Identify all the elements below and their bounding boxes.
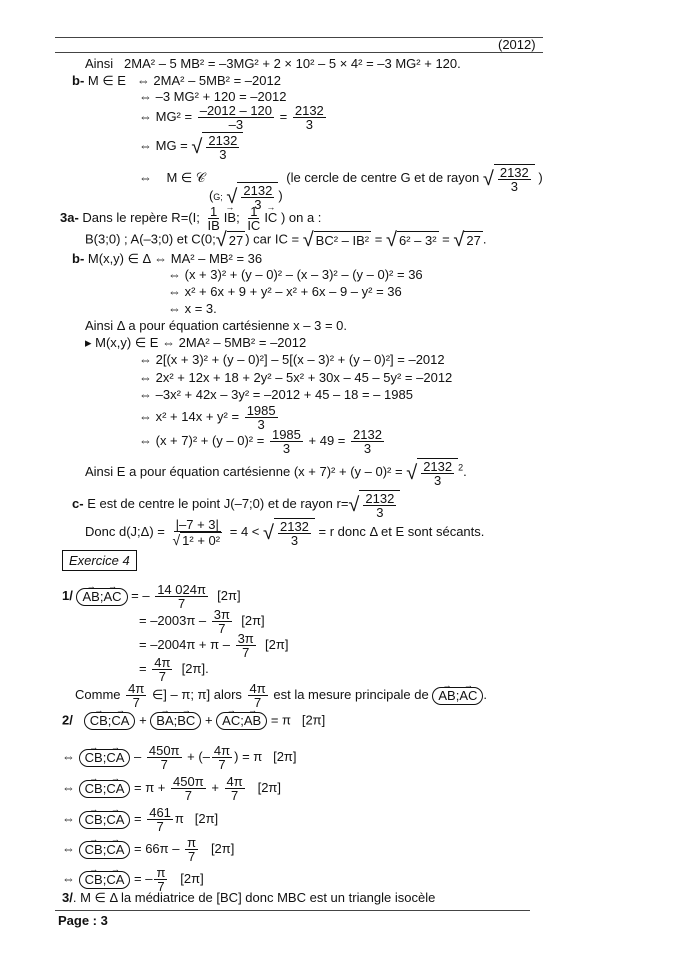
line-e-1: ⇔ 2[(x + 3)² + (y – 0)²] – 5[(x – 3)² + (y – 0)²] = –2012 <box>139 352 445 367</box>
fraction: $\frac{-2012 - 120}{-3}$ <box>199 103 273 132</box>
header-year: (2012) <box>498 37 536 52</box>
fraction: $\frac{2132}{3}$ <box>294 103 324 132</box>
line-delta-1: ⇔ (x + 3)² + (y – 0)² – (x – 3)² – (y – 0)² = 36 <box>168 267 423 282</box>
line-ex2-4: ⇔ → CB;→ CA = 66π – $\frac{\pi}{7}$ [2π] <box>62 836 234 863</box>
line-ex1-3: = –2004π + π – $\frac{3\pi}{7}$ [2π] <box>139 631 289 660</box>
line-e-5: ⇔ (x + 7)² + (y – 0)² = $\frac{1985}{3}$ + 49 = $\frac{2132}{3}$ <box>139 427 382 456</box>
line-delta-eq: Ainsi Δ a pour équation cartésienne x – 3 = 0. <box>85 318 347 333</box>
line-e-2: ⇔ 2x² + 12x + 18 + 2y² – 5x² + 30x – 45 – 5y² = –2012 <box>139 370 453 385</box>
line-3a-repere: 3a- Dans le repère R=(I; $\frac{1}{IB}$ → IB; $\frac{1}{IC}$ → IC ) on a : <box>60 205 321 232</box>
header-rule-2 <box>55 52 543 53</box>
line-ex1-4: = $\frac{4\pi}{7}$ [2π]. <box>139 655 209 684</box>
line-ex2-5: ⇔ → CB;→ CA = – $\frac{\pi}{7}$ [2π] <box>62 866 204 893</box>
line-ex1-comme: Comme $\frac{4\pi}{7}$ ∈] – π; π] alors $\frac{4\pi}{7}$ est la mesure principale de → AB;→ AC . <box>75 682 487 709</box>
line-ex1-2: = –2003π – $\frac{3\pi}{7}$ [2π] <box>139 607 265 636</box>
line-ex2-1: ⇔ → CB;→ CA – $\frac{450\pi}{7}$ + (– $\frac{4\pi}{7}$ ) = π [2π] <box>62 744 297 771</box>
line-ex2-3: ⇔ → CB;→ CA = $\frac{461}{7}$ π [2π] <box>62 806 218 833</box>
angle-arc: → AB;→ AC <box>76 588 127 606</box>
exercise-title: Exercice 4 <box>62 550 137 571</box>
line-ainsi: Ainsi 2MA² – 5 MB² = –3MG² + 2 × 10² – 5 × 4² = –3 MG² + 120. <box>85 56 461 71</box>
angle-arc: → AC;→ AB <box>216 712 267 730</box>
header-rule <box>55 37 543 38</box>
line-coords: B(3;0) ; A(–3;0) et C(0; √ 27 ) car IC = √ BC² – IB² = √ 6² – 3² = √ 27 . <box>85 229 487 251</box>
line-ex2: 2/ → CB;→ CA + → BA;→ BC + → AC;→ AB = π [2π] <box>62 712 325 730</box>
line-mg-sqrt: ⇔ MG = √ $\frac{2132}{3}$ <box>139 132 243 161</box>
sqrt: √ $\frac{2132}{3}$ <box>191 132 243 161</box>
angle-arc: → BA;→ BC <box>150 712 201 730</box>
line-e-4: ⇔ x² + 14x + y² = $\frac{1985}{3}$ <box>139 403 276 432</box>
line-distance: Donc d(J;Δ) = |–7 + 3| √ 1² + 0² = 4 < √ $\frac{2132}{3}$ = r donc Δ et E sont sécants. <box>85 517 485 549</box>
line-c-centre: c- E est de centre le point J(–7;0) et de rayon r= √ $\frac{2132}{3}$ <box>72 490 400 519</box>
angle-arc: → AB;→ AC <box>432 687 483 705</box>
line-e-3: ⇔ –3x² + 42x – 3y² = –2012 + 45 – 18 = – 1985 <box>139 387 413 402</box>
angle-arc: → CB;→ CA <box>84 712 136 730</box>
line-delta-3: ⇔ x = 3. <box>168 301 217 316</box>
line-ex2-2: ⇔ → CB;→ CA = π + $\frac{450\pi}{7}$ + $\frac{4\pi}{7}$ [2π] <box>62 775 281 802</box>
line-mg-eq: ⇔ –3 MG² + 120 = –2012 <box>139 89 287 104</box>
line-e-equiv: ▸ M(x,y) ∈ E ⇔ 2MA² – 5MB² = –2012 <box>85 335 307 350</box>
line-ex3: 3/. M ∈ Δ la médiatrice de [BC] donc MBC est un triangle isocèle <box>62 890 436 905</box>
page-number: Page : 3 <box>58 913 108 928</box>
line-delta-2: ⇔ x² + 6x + 9 + y² – x² + 6x – 9 – y² = 36 <box>168 284 402 299</box>
line-ex1: 1/ → AB;→ AC = – $\frac{14 024\pi}{7}$ [2π] <box>62 583 241 610</box>
line-b-delta: b- M(x,y) ∈ Δ ⇔ MA² – MB² = 36 <box>72 251 263 266</box>
footer-rule <box>55 910 530 911</box>
line-mg2-frac: ⇔ MG² = $\frac{-2012 - 120}{-3}$ = $\frac{2132}{3}$ <box>139 103 324 132</box>
line-circle: ⇔ M ∈ 𝒞 (G; √ $\frac{2132}{3}$ ) (le cercle de centre G et de rayon √ $\frac{2132}{3}$ ) <box>139 165 543 212</box>
line-b-equiv: b- M ∈ E ⇔ 2MA² – 5MB² = –2012 <box>72 73 281 88</box>
line-e-cartesian: Ainsi E a pour équation cartésienne (x + 7)² + (y – 0)² = √ $\frac{2132}{3}$ $^2$. <box>85 459 467 488</box>
